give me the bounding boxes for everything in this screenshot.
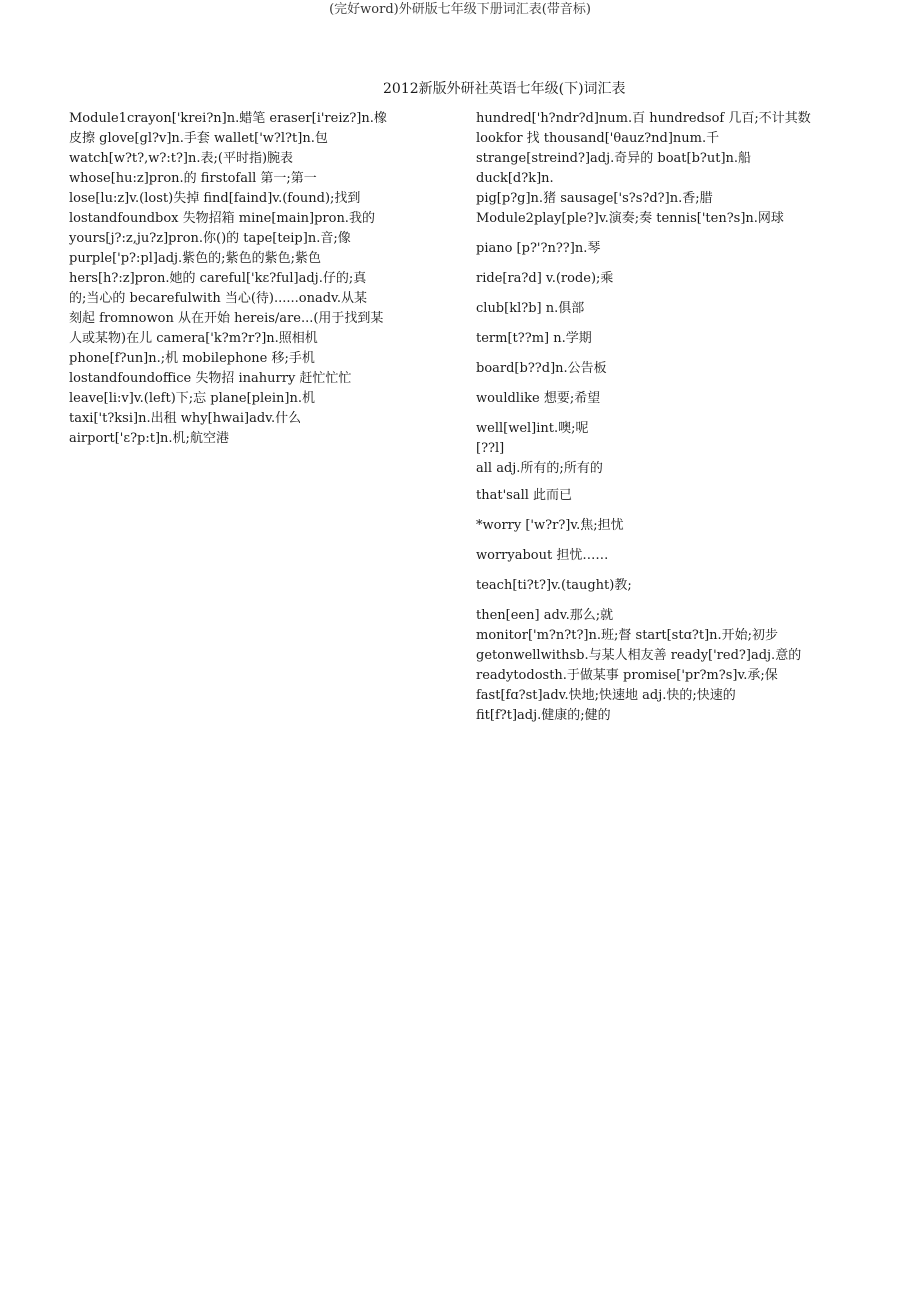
vocab-line: piano [p?'?n??]n.琴 (476, 241, 601, 256)
right-column (476, 109, 856, 726)
vocab-line: purple['p?:pl]adj.紫色的;紫色的紫色;紫色 (69, 251, 321, 266)
vocab-line: ride[ra?d] v.(rode);乘 (476, 271, 614, 286)
vocab-line: [??l] (476, 441, 505, 456)
vocab-line: fast[fɑ?st]adv.快地;快速地 adj.快的;快速的 (476, 688, 736, 703)
vocab-line: readytodosth.于做某事 promise['pr?m?s]v.承;保 (476, 668, 778, 683)
vocab-line: hundred['h?ndr?d]num.百 hundredsof 几百;不计其数 (476, 111, 811, 126)
vocab-line: club[kl?b] n.俱部 (476, 301, 585, 316)
vocab-line: fit[f?t]adj.健康的;健的 (476, 708, 611, 723)
vocab-line: all adj.所有的;所有的 (476, 461, 603, 476)
vocab-line: lostandfoundoffice 失物招 inahurry 赶忙忙忙 (69, 371, 352, 386)
vocab-line: whose[hu:z]pron.的 firstofall 第一;第一 (69, 171, 317, 186)
vocab-line: 人或某物)在儿 camera['k?m?r?]n.照相机 (69, 331, 318, 346)
vocab-line: worryabout 担忧…… (476, 548, 609, 563)
vocab-line: 皮擦 glove[gl?v]n.手套 wallet['w?l?t]n.包 (69, 131, 328, 146)
page-header: (完好word)外研版七年级下册词汇表(带音标) (329, 2, 591, 17)
vocab-line: hers[h?:z]pron.她的 careful['kɛ?ful]adj.仔的;真 (69, 271, 367, 286)
vocab-line: lostandfoundbox 失物招箱 mine[main]pron.我的 (69, 211, 375, 226)
vocab-line: Module2play[ple?]v.演奏;奏 tennis['ten?s]n.网球 (476, 211, 784, 226)
vocab-line: getonwellwithsb.与某人相友善 ready['red?]adj.意的 (476, 648, 802, 663)
vocab-line: wouldlike 想要;希望 (476, 391, 601, 406)
vocab-line: well[wel]int.噢;呢 (476, 421, 589, 436)
vocab-line: lose[lu:z]v.(lost)失掉 find[faind]v.(found);找到 (69, 191, 361, 206)
vocab-line: watch[w?t?,w?:t?]n.表;(平时指)腕表 (69, 151, 294, 166)
vocab-line: that'sall 此而已 (476, 488, 573, 503)
vocab-line: board[b??d]n.公告板 (476, 361, 607, 376)
vocab-line: duck[d?k]n. (476, 171, 554, 186)
vocab-line: Module1crayon['krei?n]n.蜡笔 eraser[i'reiz?]n.橡 (69, 111, 387, 126)
vocab-line: phone[f?un]n.;机 mobilephone 移;手机 (69, 351, 315, 366)
vocab-line: pig[p?g]n.猪 sausage['s?s?d?]n.香;腊 (476, 191, 713, 206)
vocab-line: then[een] adv.那么;就 (476, 608, 614, 623)
vocab-line: airport['ɛ?p:t]n.机;航空港 (69, 431, 229, 446)
vocab-line: taxi['t?ksi]n.出租 why[hwai]adv.什么 (69, 411, 302, 426)
vocab-line: term[t??m] n.学期 (476, 331, 592, 346)
vocab-line: monitor['m?n?t?]n.班;督 start[stɑ?t]n.开始;初步 (476, 628, 779, 643)
vocab-line: 的;当心的 becarefulwith 当心(待)......onadv.从某 (69, 291, 367, 306)
vocab-line: strange[streind?]adj.奇异的 boat[b?ut]n.船 (476, 151, 752, 166)
vocab-line: *worry ['w?r?]v.焦;担忧 (476, 518, 624, 533)
vocab-line: lookfor 找 thousand['θauz?nd]num.千 (476, 131, 720, 146)
document-title: 2012新版外研社英语七年级(下)词汇表 (383, 81, 626, 97)
vocab-line: teach[ti?t?]v.(taught)教; (476, 578, 632, 593)
vocab-line: leave[li:v]v.(left)下;忘 plane[plein]n.机 (69, 391, 315, 406)
left-column (69, 109, 441, 449)
vocab-line: 刻起 fromnowon 从在开始 hereis/are...(用于找到某 (69, 311, 384, 326)
vocab-line: yours[j?:z,ju?z]pron.你()的 tape[teip]n.音;像 (69, 231, 351, 246)
